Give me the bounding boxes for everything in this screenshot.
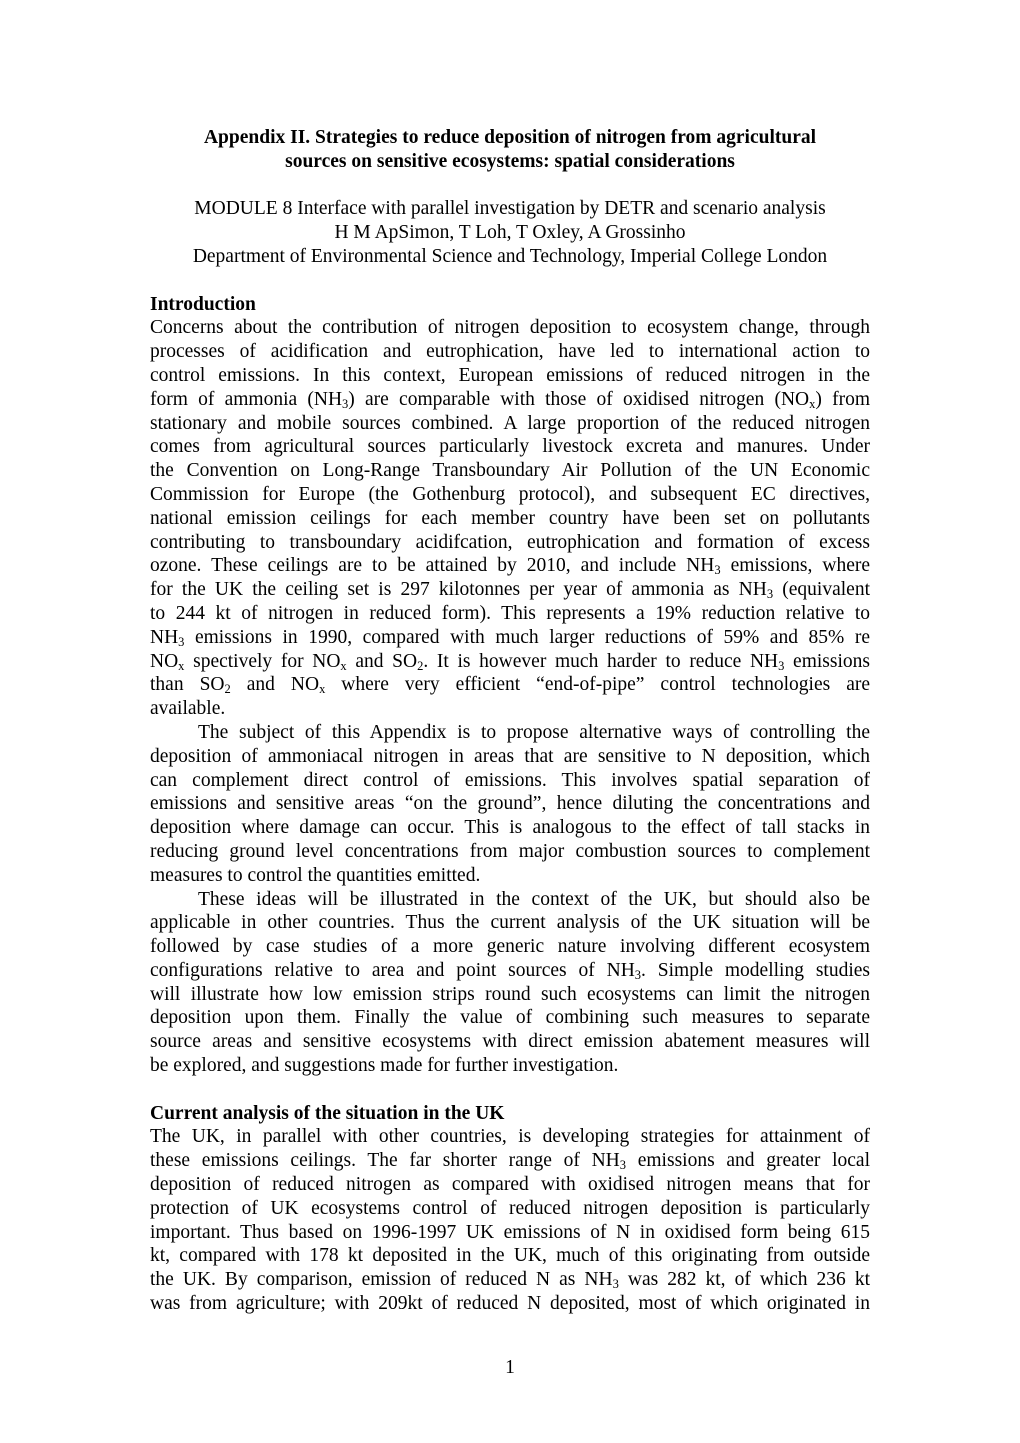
- subscript-text: 3: [619, 1158, 627, 1173]
- subscript-text: x: [809, 396, 816, 411]
- subscript-text: 3: [178, 634, 185, 649]
- text-line: be explored, and suggestions made for further investigation.: [150, 1055, 619, 1077]
- text-line: followed by case studies of a more generic nature involving different ecosystem: [150, 936, 870, 958]
- text-line: for the UK the ceiling set is 297 kilotonnes per year of ammonia as $NH_3$ (equivalent: [150, 579, 870, 602]
- text-line: deposition where damage can occur. This is analogous to the effect of tall stacks in: [150, 817, 870, 839]
- text-line: $NH_3$ emissions in 1990, compared with much larger reductions of 59% and 85% re: [150, 626, 870, 649]
- spacer-line: [150, 269, 870, 293]
- subscript-text: x: [319, 682, 326, 697]
- text-line: will illustrate how low emission strips round such ecosystems can limit the nitrogen: [150, 983, 870, 1005]
- text-line: national emission ceilings for each member country have been set on pollutants: [150, 507, 870, 529]
- text-line: The UK, in parallel with other countries, is developing strategies for attainment of: [150, 1126, 870, 1148]
- text-line: reducing ground level concentrations from major combustion sources to complement: [150, 840, 870, 862]
- text-line: $NO_x$ spectively for $NO_x$ and $SO_2$. It is however much harder to reduce $NH_3$ emissions: [150, 650, 870, 673]
- section-heading-introduction: Introduction: [150, 293, 256, 315]
- text-line: than $SO_2$ and $NO_x$ where very efficient “end-of-pipe” control technologies are: [150, 674, 870, 697]
- subscript-text: 3: [778, 658, 785, 673]
- document-title-line: Appendix II. Strategies to reduce deposition of nitrogen from agricultural: [203, 127, 817, 148]
- text-line: These ideas will be illustrated in the context of the UK, but should also be: [198, 888, 870, 910]
- text-line: the UK. By comparison, emission of reduced N as $NH_3$ was 282 kt, of which 236 kt: [150, 1269, 870, 1292]
- document-body: [150, 126, 870, 1316]
- text-line: deposition upon them. Finally the value of combining such measures to separate: [150, 1007, 870, 1029]
- module-line: MODULE 8 Interface with parallel investigation by DETR and scenario analysis: [194, 198, 826, 220]
- text-line: Concerns about the contribution of nitrogen deposition to ecosystem change, through: [150, 317, 870, 339]
- section-heading-current-analysis: Current analysis of the situation in the UK: [150, 1102, 505, 1124]
- text-line: control emissions. In this context, European emissions of reduced nitrogen in the: [150, 364, 870, 386]
- text-line: processes of acidification and eutrophication, have led to international action to: [150, 341, 870, 363]
- section-paragraphs: [150, 1125, 870, 1315]
- text-line: source areas and sensitive ecosystems with direct emission abatement measures will: [150, 1031, 870, 1053]
- subscript-text: 2: [224, 682, 231, 697]
- text-line: Commission for Europe (the Gothenburg protocol), and subsequent EC directives,: [150, 483, 870, 505]
- text-line: form of ammonia $(NH_3)$ are comparable with those of oxidised nitrogen $(NO_x)$ from: [150, 388, 870, 411]
- text-line: stationary and mobile sources combined. A large proportion of the reduced nitrogen: [150, 412, 870, 434]
- text-line: kt, compared with 178 kt deposited in the UK, much of this originating from outside: [150, 1245, 870, 1267]
- text-line: contributing to transboundary acidifcation, eutrophication and formation of excess: [150, 531, 870, 553]
- text-line: measures to control the quantities emitted.: [150, 864, 481, 886]
- subscript-text: 2: [417, 658, 424, 673]
- text-line: protection of UK ecosystems control of reduced nitrogen deposition is particularly: [150, 1197, 870, 1219]
- authors-line: H M ApSimon, T Loh, T Oxley, A Grossinho: [334, 222, 686, 244]
- text-line: these emissions ceilings. The far shorter range of $NH_3$ emissions and greater local: [150, 1150, 870, 1173]
- subscript-text: 3: [634, 967, 642, 982]
- text-line: deposition of reduced nitrogen as compared with oxidised nitrogen means that for: [150, 1174, 870, 1196]
- text-line: important. Thus based on 1996-1997 UK emissions of N in oxidised form being 615: [150, 1221, 870, 1243]
- text-line: the Convention on Long-Range Transboundary Air Pollution of the UN Economic: [150, 460, 870, 482]
- page-number: 1: [505, 1357, 515, 1378]
- text-line: comes from agricultural sources particularly livestock excreta and manures. Under: [150, 436, 870, 458]
- text-line: was from agriculture; with 209kt of reduced N deposited, most of which originated in: [150, 1293, 870, 1315]
- text-line: applicable in other countries. Thus the current analysis of the UK situation will be: [150, 912, 870, 934]
- subscript-text: x: [340, 658, 347, 673]
- text-line: can complement direct control of emissions. This involves spatial separation of: [150, 769, 870, 791]
- spacer-line: [150, 174, 870, 198]
- subscript-text: 3: [766, 587, 774, 602]
- document-title-line: sources on sensitive ecosystems: spatial considerations: [285, 150, 735, 172]
- text-line: emissions and sensitive areas “on the ground”, hence diluting the concentrations and: [150, 793, 870, 815]
- text-line: ozone. These ceilings are to be attained by 2010, and include $NH_3$ emissions, where: [150, 555, 870, 578]
- text-line: deposition of ammoniacal nitrogen in areas that are sensitive to N deposition, which: [150, 745, 870, 767]
- text-line: available.: [150, 698, 226, 720]
- subscript-text: 3: [612, 1277, 619, 1292]
- spacer-line: [150, 1078, 870, 1102]
- text-line: configurations relative to area and point sources of $NH_3$. Simple modelling studies: [150, 959, 870, 982]
- subscript-text: x: [178, 658, 185, 673]
- subscript-text: 3: [342, 396, 349, 411]
- subscript-text: 3: [714, 563, 721, 578]
- text-line: The subject of this Appendix is to propose alternative ways of controlling the: [198, 721, 870, 743]
- text-line: to 244 kt of nitrogen in reduced form). This represents a 19% reduction relative to: [150, 602, 870, 624]
- section-paragraphs: [150, 316, 870, 1078]
- affiliation-line: Department of Environmental Science and Technology, Imperial College London: [192, 245, 828, 267]
